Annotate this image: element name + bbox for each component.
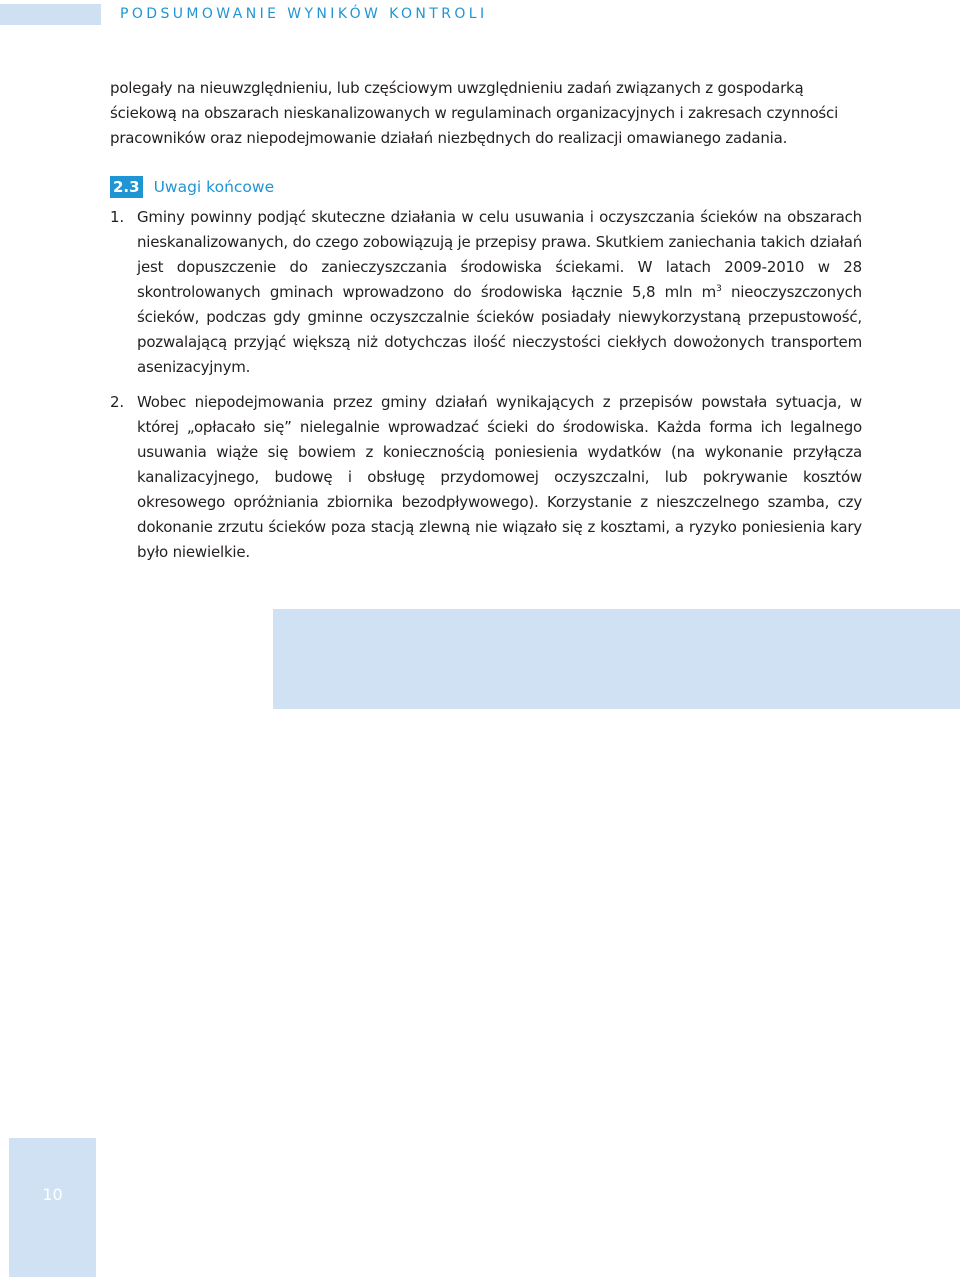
intro-paragraph <box>110 76 862 151</box>
list-item-number: 1. <box>110 208 124 226</box>
page-number: 10 <box>42 1185 63 1204</box>
list-item-text-part: nieoczyszczonych ścieków, podczas gdy gminne oczyszczalnie ścieków posiadały niewykorzystaną przepustowość, pozwalającą przyjąć większą niż dotychczas ilość nieczystości ciekłych dowożonych transportem asenizacyjnym. <box>137 283 862 376</box>
superscript: 3 <box>716 284 722 294</box>
list-item-number: 2. <box>110 393 124 411</box>
empty-info-box <box>273 609 960 709</box>
list-item-text-part: Wobec niepodejmowania przez gminy działań wynikających z przepisów powstała sytuacja, w której „opłacało się” nielegalnie wprowadzać ścieki do środowiska. Każda forma ich legalnego usuwania wiąże się bowiem z koniecznością poniesienia wydatków (na wykonanie przyłącza kanalizacyjnego, budowę i obsługę przydomowej oczyszczalni, lub pokrywanie kosztów okresowego opróżniania zbiornika bezodpływowego). Korzystanie z nieszczelnego szamba, czy dokonanie zrzutu ścieków poza stacją zlewną nie wiązało się z kosztami, a ryzyko poniesienia kary było niewielkie. <box>137 393 862 561</box>
list-item <box>110 205 862 380</box>
numbered-list <box>110 205 862 575</box>
section-title: Uwagi końcowe <box>153 178 275 196</box>
list-item-text <box>137 390 862 565</box>
header-accent-bar <box>0 4 101 25</box>
section-number: 2.3 <box>110 176 143 198</box>
intro-text: polegały na nieuwzględnieniu, lub częściowym uwzględnieniu zadań związanych z gospodarką ściekową na obszarach nieskanalizowanych w regulaminach organizacyjnych i zakresach czynności pracowników oraz niepodejmowanie działań niezbędnych do realizacji omawianego zadania. <box>110 79 839 147</box>
list-item-text <box>137 205 862 380</box>
list-item <box>110 390 862 565</box>
page-number-bar <box>9 1138 96 1277</box>
running-header: PODSUMOWANIE WYNIKÓW KONTROLI <box>120 6 488 22</box>
list-item-text-part: Gminy powinny podjąć skuteczne działania w celu usuwania i oczyszczania ścieków na obszarach nieskanalizowanych, do czego zobowiązują je przepisy prawa. Skutkiem zaniechania takich działań jest dopuszczenie do zanieczyszczania środowiska ściekami. W latach 2009-2010 w 28 skontrolowanych gminach wprowadzono do środowiska łącznie 5,8 mln m <box>137 208 863 301</box>
section-heading <box>110 176 274 198</box>
